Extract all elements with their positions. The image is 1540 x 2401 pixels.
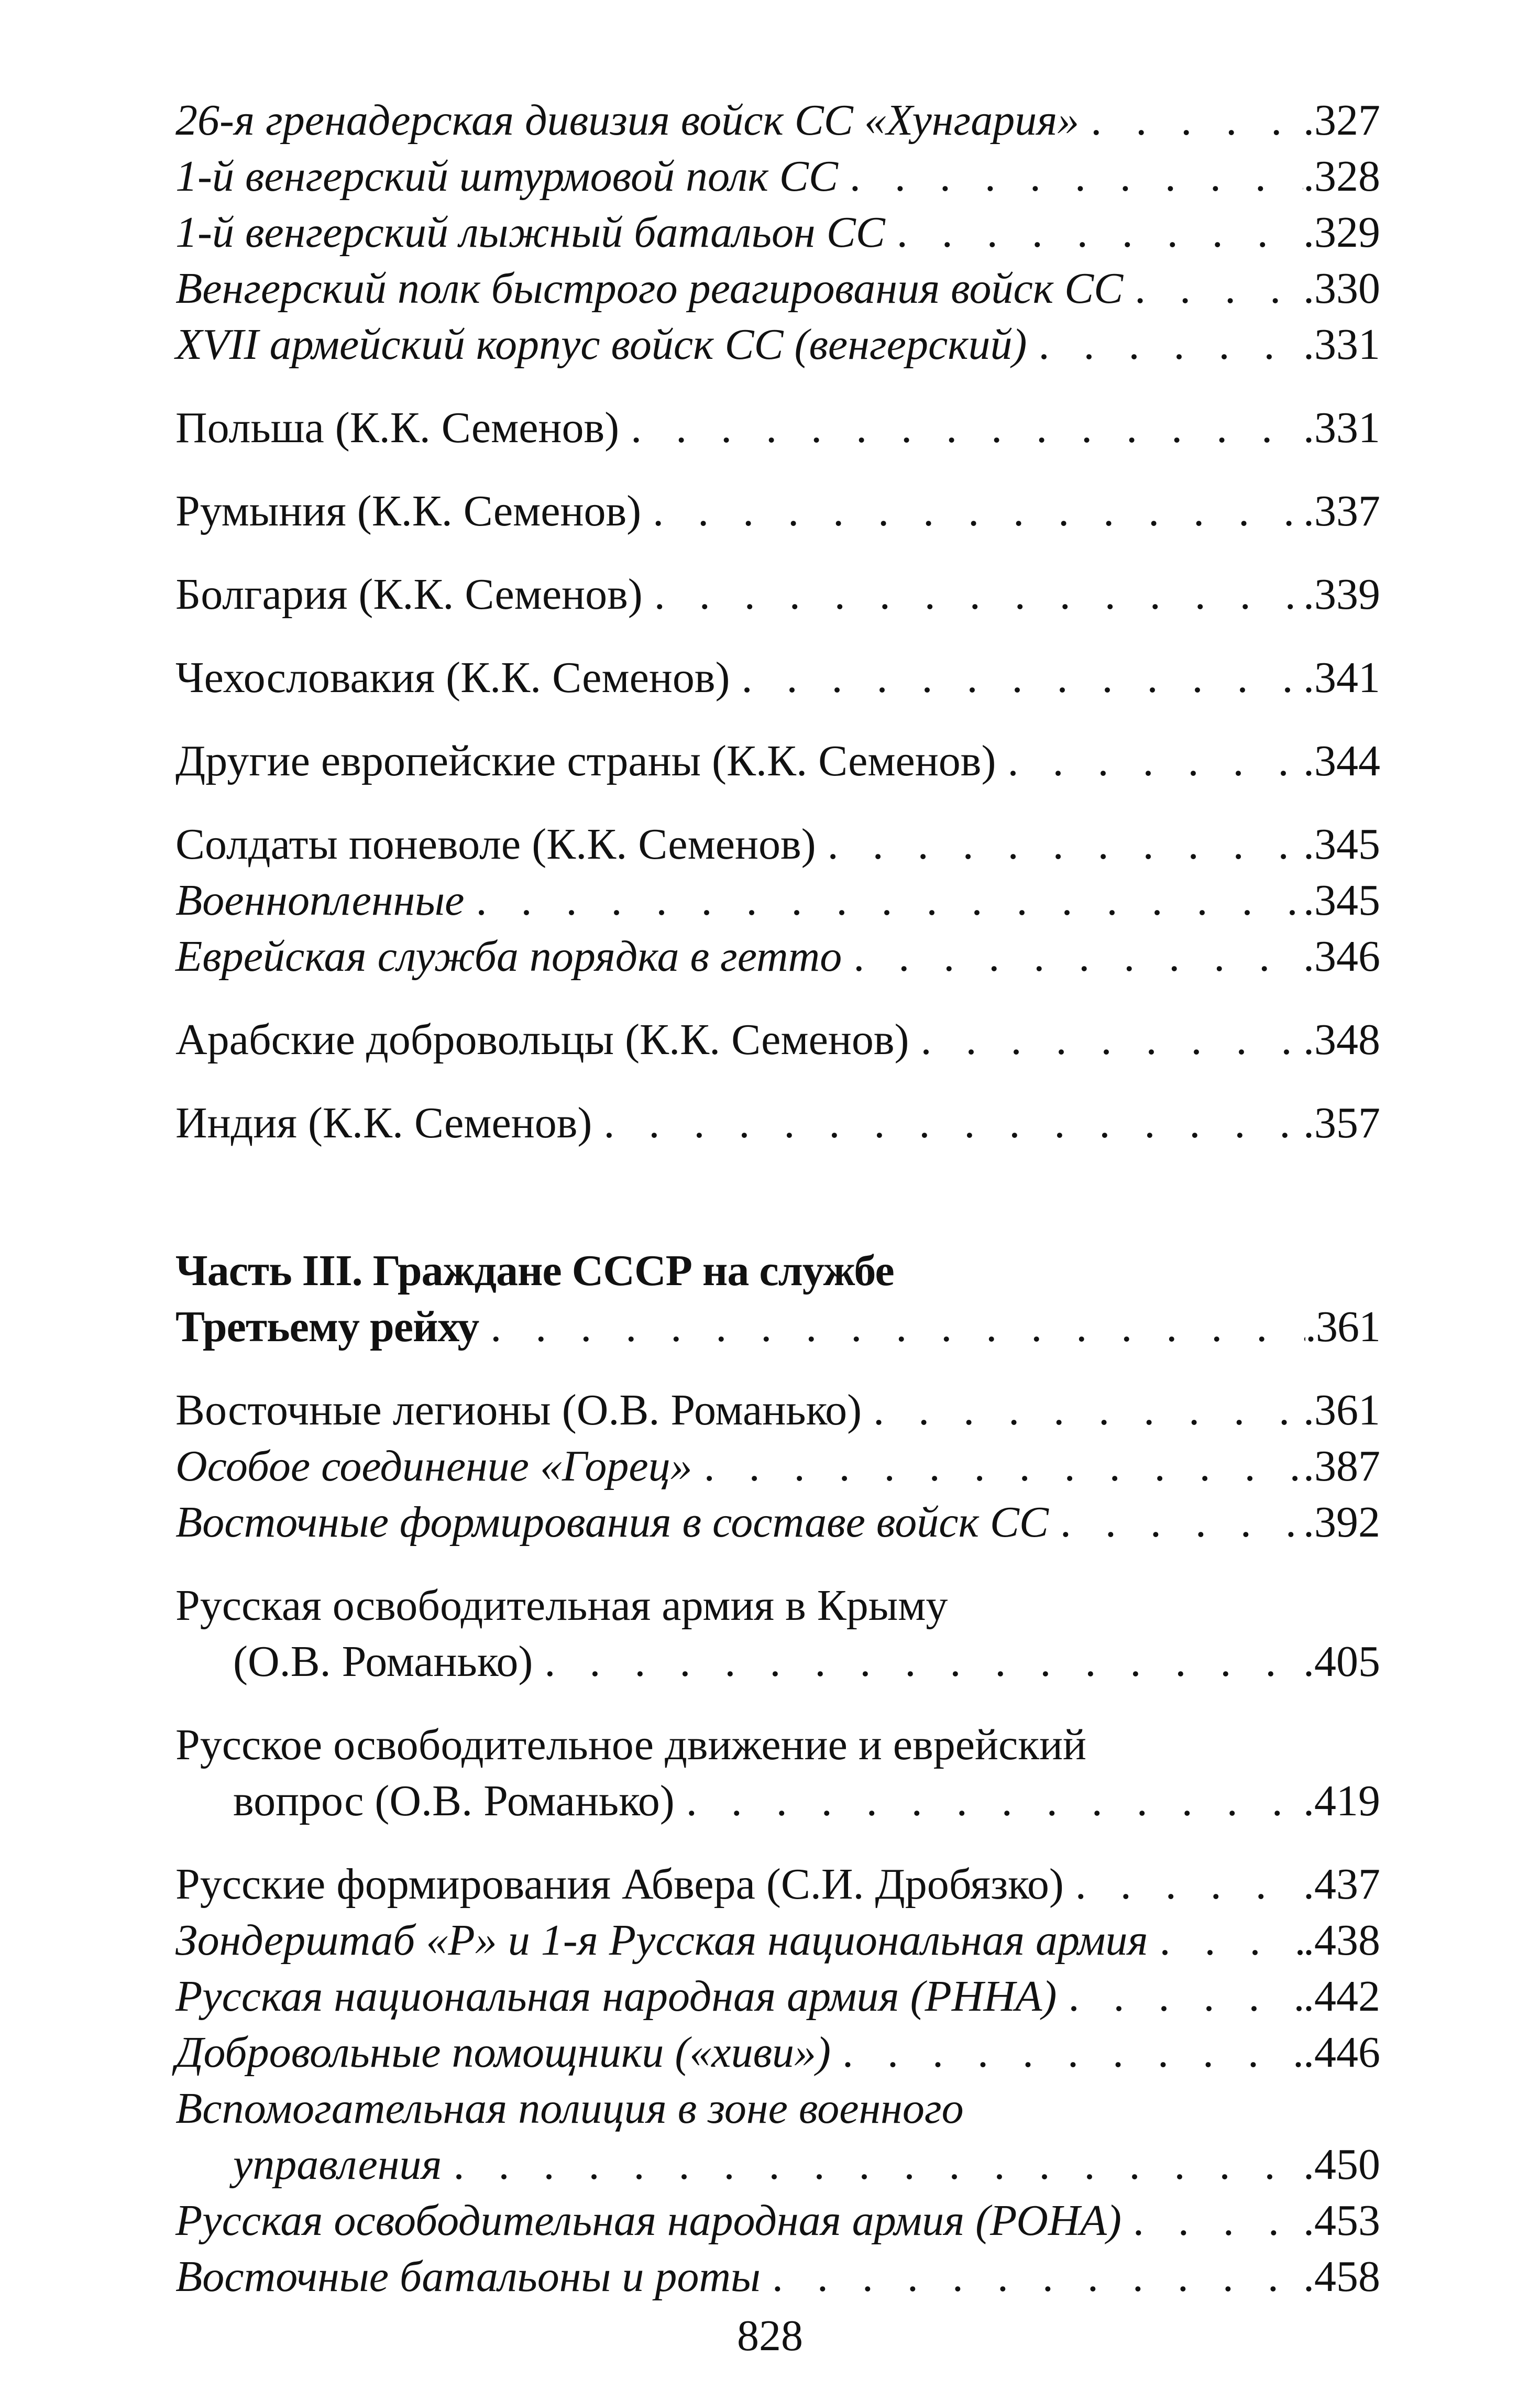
toc-entry-page: .446 <box>1303 2028 1380 2077</box>
toc-entry <box>175 733 1380 789</box>
toc-entry-line <box>175 148 1380 204</box>
toc-entry-line <box>175 1382 1380 1438</box>
toc-entry-line <box>175 2024 1380 2080</box>
toc-entry-line <box>175 650 1380 706</box>
toc-entry-page: .327 <box>1303 96 1380 145</box>
dot-leader <box>1123 260 1303 316</box>
table-of-contents <box>175 92 1380 2305</box>
toc-entry-line <box>175 1577 1380 1633</box>
dot-leader <box>643 566 1303 622</box>
toc-entry-page: .357 <box>1303 1099 1380 1147</box>
toc-entry-page: .345 <box>1303 820 1380 869</box>
dot-leader <box>761 2249 1303 2305</box>
dot-leader <box>1079 92 1303 148</box>
toc-entry-line <box>175 2136 1380 2192</box>
dot-leader <box>1148 1912 1303 1968</box>
dot-leader <box>692 1438 1303 1494</box>
toc-entry-title: 26-я гренадерская дивизия войск СС «Хунгария» <box>175 96 1080 145</box>
toc-entry-line <box>175 1912 1380 1968</box>
toc-entry <box>175 316 1380 372</box>
dot-leader <box>885 204 1303 260</box>
dot-leader <box>641 483 1303 539</box>
toc-entry-page: .346 <box>1303 932 1380 981</box>
page-number: 828 <box>737 2311 803 2360</box>
toc-entry-title: Зондерштаб «Р» и 1-я Русская национальная армия <box>175 1916 1148 1965</box>
toc-entry-page: .419 <box>1303 1777 1380 1825</box>
toc-entry-line <box>175 928 1380 984</box>
toc-entry-line <box>175 483 1380 539</box>
toc-entry-title: Русская освободительная народная армия (РОНА) <box>175 2196 1121 2245</box>
toc-entry-title: Румыния (К.К. Семенов) <box>175 487 642 535</box>
dot-leader <box>816 816 1303 872</box>
toc-entry-line <box>175 566 1380 622</box>
toc-entry-line <box>175 2249 1380 2305</box>
toc-entry-line <box>175 1243 1380 1299</box>
toc-entry <box>175 483 1380 539</box>
toc-entry-title: Польша (К.К. Семенов) <box>175 403 620 452</box>
toc-entry-line <box>175 2080 1380 2136</box>
dot-leader <box>533 1633 1303 1690</box>
dot-leader <box>842 928 1303 984</box>
toc-entry-line <box>175 1856 1380 1912</box>
toc-entry-line <box>175 92 1380 148</box>
dot-leader <box>831 2024 1303 2080</box>
toc-entry <box>175 1856 1380 1912</box>
toc-entry-page: .453 <box>1303 2196 1380 2245</box>
toc-entry-page: .344 <box>1303 737 1380 785</box>
toc-entry-page: .330 <box>1303 264 1380 313</box>
toc-entry <box>175 1577 1380 1690</box>
toc-entry-title: 1-й венгерский лыжный батальон СС <box>175 208 885 257</box>
toc-entry-title: Особое соединение «Горец» <box>175 1442 692 1490</box>
toc-entry-page: .405 <box>1303 1637 1380 1686</box>
dot-leader <box>996 733 1303 789</box>
dot-leader <box>464 872 1303 928</box>
dot-leader <box>592 1095 1303 1151</box>
toc-entry <box>175 1968 1380 2024</box>
toc-entry-page: .361 <box>1305 1302 1380 1351</box>
toc-entry <box>175 204 1380 260</box>
toc-entry <box>175 1438 1380 1494</box>
toc-entry-title: Русское освободительное движение и еврейский <box>175 1720 1086 1769</box>
toc-entry <box>175 816 1380 872</box>
toc-entry-line <box>175 260 1380 316</box>
toc-entry-page: .387 <box>1303 1442 1380 1490</box>
toc-entry-page: .442 <box>1303 1972 1380 2021</box>
toc-entry <box>175 2024 1380 2080</box>
toc-entry <box>175 148 1380 204</box>
toc-entry <box>175 928 1380 984</box>
toc-entry-title: Другие европейские страны (К.К. Семенов) <box>175 737 996 785</box>
toc-entry-page: .361 <box>1303 1386 1380 1434</box>
toc-entry-title: 1-й венгерский штурмовой полк СС <box>175 152 838 201</box>
toc-entry-page: .345 <box>1303 876 1380 925</box>
dot-leader <box>675 1773 1303 1829</box>
dot-leader <box>1049 1494 1303 1550</box>
toc-entry-line <box>175 1494 1380 1550</box>
toc-entry-line <box>175 1299 1380 1355</box>
toc-entry-line <box>175 1012 1380 1068</box>
toc-entry-page: .337 <box>1303 487 1380 535</box>
toc-entry-line <box>175 1968 1380 2024</box>
toc-entry-title: вопрос (О.В. Романько) <box>233 1777 675 1825</box>
dot-leader <box>479 1299 1305 1355</box>
toc-entry <box>175 1494 1380 1550</box>
dot-leader <box>909 1012 1303 1068</box>
dot-leader <box>862 1382 1303 1438</box>
toc-entry-page: .329 <box>1303 208 1380 257</box>
toc-entry-line <box>175 1438 1380 1494</box>
toc-entry-title: Восточные формирования в составе войск СС <box>175 1498 1049 1547</box>
toc-entry-page: .339 <box>1303 570 1380 619</box>
toc-entry <box>175 1382 1380 1438</box>
dot-leader <box>730 650 1304 706</box>
toc-entry-page: .450 <box>1303 2140 1380 2189</box>
toc-entry-title: Третьему рейху <box>175 1302 479 1351</box>
toc-entry-title: Еврейская служба порядка в гетто <box>175 932 842 981</box>
dot-leader <box>1027 316 1304 372</box>
toc-entry-title: Восточные батальоны и роты <box>175 2252 761 2301</box>
toc-entry-title: Солдаты поневоле (К.К. Семенов) <box>175 820 816 869</box>
toc-entry-title: Русская освободительная армия в Крыму <box>175 1581 948 1630</box>
toc-entry-page: .331 <box>1303 403 1380 452</box>
toc-entry <box>175 1717 1380 1829</box>
toc-entry-line <box>175 1095 1380 1151</box>
toc-entry <box>175 872 1380 928</box>
toc-entry-title: Венгерский полк быстрого реагирования войск СС <box>175 264 1124 313</box>
toc-entry <box>175 400 1380 456</box>
toc-entry-title: Военнопленные <box>175 876 465 925</box>
toc-entry-line <box>175 733 1380 789</box>
toc-entry <box>175 1912 1380 1968</box>
toc-entry <box>175 1012 1380 1068</box>
toc-entry <box>175 2249 1380 2305</box>
toc-entry <box>175 1095 1380 1151</box>
toc-entry <box>175 260 1380 316</box>
toc-entry-page: .458 <box>1303 2252 1380 2301</box>
toc-entry-line <box>175 316 1380 372</box>
dot-leader <box>838 148 1303 204</box>
toc-entry-title: Чехословакия (К.К. Семенов) <box>175 653 730 702</box>
toc-entry-title: (О.В. Романько) <box>233 1637 533 1686</box>
toc-entry-title: Русские формирования Абвера (С.И. Дробязко) <box>175 1860 1064 1909</box>
toc-entry-page: .328 <box>1303 152 1380 201</box>
toc-entry-line <box>175 2192 1380 2249</box>
toc-entry-line <box>175 1773 1380 1829</box>
toc-entry-page: .348 <box>1303 1015 1380 1064</box>
toc-entry-line <box>175 400 1380 456</box>
toc-entry-line <box>175 204 1380 260</box>
toc-entry-line <box>175 872 1380 928</box>
toc-entry-title: Болгария (К.К. Семенов) <box>175 570 643 619</box>
toc-entry <box>175 650 1380 706</box>
toc-entry-title: Восточные легионы (О.В. Романько) <box>175 1386 862 1434</box>
toc-entry-title: Арабские добровольцы (К.К. Семенов) <box>175 1015 909 1064</box>
toc-entry-title: Индия (К.К. Семенов) <box>175 1099 592 1147</box>
toc-entry-line <box>175 1633 1380 1690</box>
toc-entry-title: Добровольные помощники («хиви») <box>175 2028 831 2077</box>
toc-entry-title: Часть III. Граждане СССР на службе <box>175 1246 894 1295</box>
toc-entry-page: .341 <box>1303 653 1380 702</box>
toc-entry-title: Русская национальная народная армия (РННА) <box>175 1972 1057 2021</box>
dot-leader <box>619 400 1303 456</box>
toc-entry-title: XVII армейский корпус войск СС (венгерский) <box>175 320 1027 369</box>
toc-entry <box>175 2080 1380 2192</box>
toc-entry-page: .392 <box>1303 1498 1380 1547</box>
toc-entry-line <box>175 816 1380 872</box>
toc-entry <box>175 1243 1380 1355</box>
toc-entry-page: .437 <box>1303 1860 1380 1909</box>
toc-entry-title: Вспомогательная полиция в зоне военного <box>175 2084 964 2133</box>
toc-entry-line <box>175 1717 1380 1773</box>
dot-leader <box>1064 1856 1303 1912</box>
toc-entry <box>175 566 1380 622</box>
toc-entry-page: .438 <box>1303 1916 1380 1965</box>
toc-entry-page: .331 <box>1303 320 1380 369</box>
toc-entry-title: управления <box>233 2140 442 2189</box>
toc-entry <box>175 92 1380 148</box>
dot-leader <box>442 2136 1303 2192</box>
toc-entry <box>175 2192 1380 2249</box>
dot-leader <box>1121 2192 1303 2249</box>
dot-leader <box>1057 1968 1303 2024</box>
